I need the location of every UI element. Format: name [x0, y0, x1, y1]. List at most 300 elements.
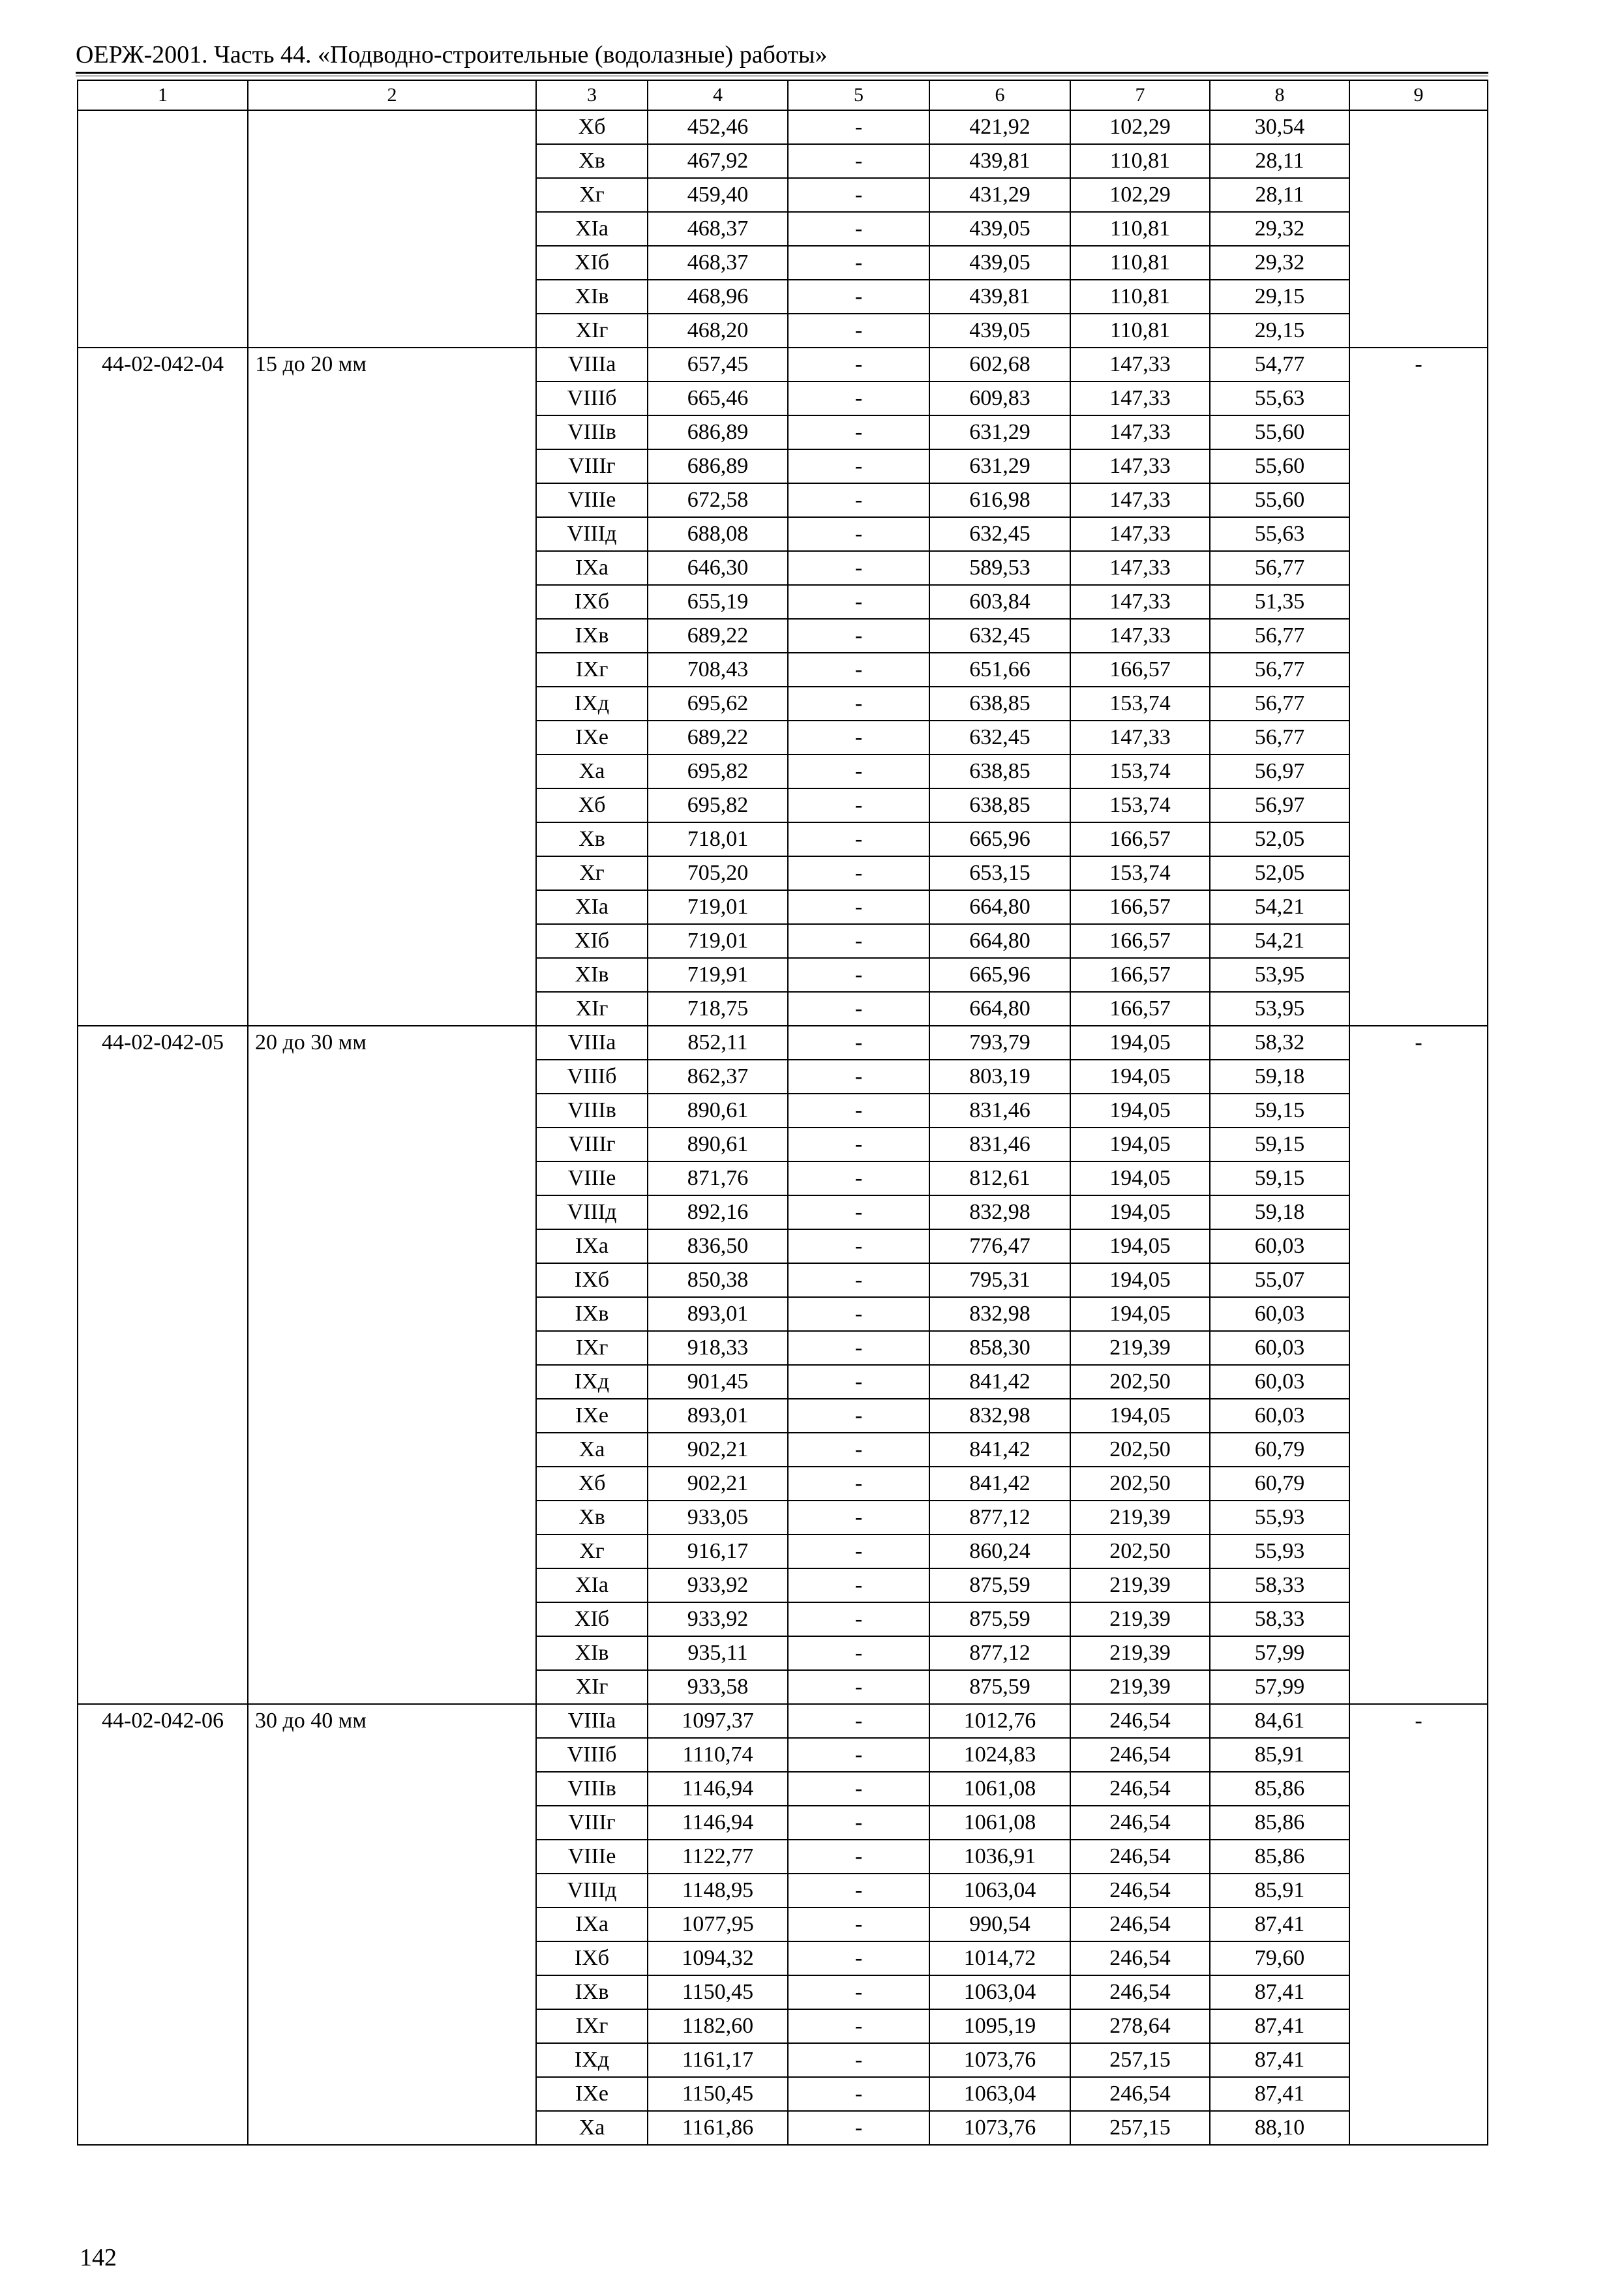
table-cell: IXг: [536, 653, 648, 687]
table-cell: 688,08: [648, 517, 788, 551]
table-cell: Xа: [536, 755, 648, 788]
table-cell: 110,81: [1070, 212, 1210, 246]
table-cell: 841,42: [929, 1433, 1070, 1467]
table-cell: -: [788, 449, 929, 483]
table-cell: 1014,72: [929, 1941, 1070, 1975]
table-cell: 87,41: [1210, 1975, 1349, 2009]
table-cell: 1150,45: [648, 1975, 788, 2009]
table-cell: 695,82: [648, 788, 788, 822]
table-cell: IXв: [536, 619, 648, 653]
table-cell: -: [788, 653, 929, 687]
table-cell: 439,05: [929, 246, 1070, 280]
table-cell: 812,61: [929, 1161, 1070, 1195]
table-cell: VIIIб: [536, 382, 648, 415]
table-cell: -: [788, 1738, 929, 1772]
column-header: 9: [1349, 80, 1488, 110]
table-cell: IXг: [536, 1331, 648, 1365]
table-cell: 832,98: [929, 1297, 1070, 1331]
table-cell: -: [788, 1128, 929, 1161]
table-cell: -: [788, 1874, 929, 1908]
table-cell: -: [788, 415, 929, 449]
table-cell: 29,15: [1210, 280, 1349, 314]
table-cell: 862,37: [648, 1060, 788, 1094]
table-cell: -: [788, 1263, 929, 1297]
table-cell: 54,77: [1210, 348, 1349, 382]
table-cell: 60,03: [1210, 1365, 1349, 1399]
table-cell: 602,68: [929, 348, 1070, 382]
thickness-range-cell: 15 до 20 мм: [248, 348, 536, 1026]
table-cell: -: [788, 1908, 929, 1941]
table-cell: 933,05: [648, 1501, 788, 1534]
rate-code-cell: [78, 110, 248, 348]
table-cell: 718,75: [648, 992, 788, 1026]
table-cell: 632,45: [929, 619, 1070, 653]
table-cell: 166,57: [1070, 822, 1210, 856]
table-cell: 194,05: [1070, 1263, 1210, 1297]
table-cell: 1063,04: [929, 2077, 1070, 2111]
column-number-row: [78, 80, 1488, 110]
table-cell: -: [788, 1704, 929, 1738]
table-cell: XIб: [536, 1602, 648, 1636]
table-cell: -: [788, 2111, 929, 2145]
table-cell: 56,77: [1210, 619, 1349, 653]
column-9-cell: [1349, 110, 1488, 348]
table-cell: 246,54: [1070, 1908, 1210, 1941]
table-cell: -: [788, 382, 929, 415]
table-cell: Xг: [536, 178, 648, 212]
table-cell: 890,61: [648, 1128, 788, 1161]
table-cell: 219,39: [1070, 1331, 1210, 1365]
table-cell: 875,59: [929, 1670, 1070, 1704]
table-cell: 901,45: [648, 1365, 788, 1399]
table-cell: IXе: [536, 721, 648, 755]
table-cell: VIIIб: [536, 1738, 648, 1772]
table-row: [78, 348, 1488, 382]
table-cell: 166,57: [1070, 992, 1210, 1026]
table-cell: 877,12: [929, 1501, 1070, 1534]
table-cell: -: [788, 178, 929, 212]
table-cell: 51,35: [1210, 585, 1349, 619]
table-cell: XIв: [536, 958, 648, 992]
table-cell: 638,85: [929, 755, 1070, 788]
page-number: 142: [80, 2244, 117, 2271]
table-cell: -: [788, 517, 929, 551]
table-cell: 1182,60: [648, 2009, 788, 2043]
table-cell: 147,33: [1070, 449, 1210, 483]
table-cell: 875,59: [929, 1602, 1070, 1636]
table-cell: 88,10: [1210, 2111, 1349, 2145]
table-cell: VIIIд: [536, 517, 648, 551]
table-cell: 616,98: [929, 483, 1070, 517]
table-cell: Xв: [536, 144, 648, 178]
column-header: 1: [78, 80, 248, 110]
table-cell: 85,86: [1210, 1772, 1349, 1806]
table-cell: -: [788, 1297, 929, 1331]
table-cell: 803,19: [929, 1060, 1070, 1094]
table-cell: 468,96: [648, 280, 788, 314]
table-cell: 246,54: [1070, 1806, 1210, 1840]
table-cell: 665,96: [929, 958, 1070, 992]
table-cell: 1077,95: [648, 1908, 788, 1941]
table-cell: 166,57: [1070, 653, 1210, 687]
table-cell: 832,98: [929, 1399, 1070, 1433]
table-cell: XIг: [536, 992, 648, 1026]
table-cell: 831,46: [929, 1094, 1070, 1128]
table-cell: 55,63: [1210, 382, 1349, 415]
table-cell: -: [788, 1433, 929, 1467]
table-cell: -: [788, 212, 929, 246]
table-cell: 194,05: [1070, 1128, 1210, 1161]
table-cell: 646,30: [648, 551, 788, 585]
table-cell: 893,01: [648, 1399, 788, 1433]
table-cell: -: [788, 144, 929, 178]
table-cell: XIб: [536, 924, 648, 958]
table-cell: 56,77: [1210, 687, 1349, 721]
table-cell: 705,20: [648, 856, 788, 890]
table-cell: IXб: [536, 1941, 648, 1975]
table-cell: 890,61: [648, 1094, 788, 1128]
table-cell: 708,43: [648, 653, 788, 687]
table-cell: 935,11: [648, 1636, 788, 1670]
table-cell: 990,54: [929, 1908, 1070, 1941]
table-cell: 439,05: [929, 212, 1070, 246]
table-cell: -: [788, 856, 929, 890]
table-cell: 60,79: [1210, 1467, 1349, 1501]
table-cell: 53,95: [1210, 992, 1349, 1026]
table-cell: 84,61: [1210, 1704, 1349, 1738]
table-cell: 631,29: [929, 415, 1070, 449]
thickness-range-cell: 20 до 30 мм: [248, 1026, 536, 1704]
table-row: [78, 110, 1488, 144]
table-row: [78, 1704, 1488, 1738]
table-cell: 278,64: [1070, 2009, 1210, 2043]
table-cell: -: [788, 687, 929, 721]
table-cell: 59,18: [1210, 1060, 1349, 1094]
table-cell: -: [788, 1229, 929, 1263]
table-cell: 841,42: [929, 1467, 1070, 1501]
table-cell: -: [788, 1568, 929, 1602]
table-cell: 860,24: [929, 1534, 1070, 1568]
table-cell: -: [788, 551, 929, 585]
table-cell: IXа: [536, 551, 648, 585]
column-header: 2: [248, 80, 536, 110]
table-cell: VIIIа: [536, 348, 648, 382]
table-cell: 166,57: [1070, 958, 1210, 992]
table-cell: 858,30: [929, 1331, 1070, 1365]
table-cell: 60,03: [1210, 1229, 1349, 1263]
table-cell: 632,45: [929, 721, 1070, 755]
table-cell: IXд: [536, 2043, 648, 2077]
table-cell: -: [788, 924, 929, 958]
table-cell: 1150,45: [648, 2077, 788, 2111]
table-cell: 55,60: [1210, 483, 1349, 517]
table-cell: IXв: [536, 1297, 648, 1331]
table-cell: VIIIа: [536, 1704, 648, 1738]
table-cell: 110,81: [1070, 280, 1210, 314]
table-cell: 892,16: [648, 1195, 788, 1229]
table-cell: 57,99: [1210, 1670, 1349, 1704]
table-cell: 651,66: [929, 653, 1070, 687]
table-cell: 60,03: [1210, 1399, 1349, 1433]
table-cell: 918,33: [648, 1331, 788, 1365]
table-cell: 55,63: [1210, 517, 1349, 551]
table-cell: IXб: [536, 585, 648, 619]
table-cell: -: [788, 1094, 929, 1128]
table-cell: 468,37: [648, 246, 788, 280]
table-cell: 79,60: [1210, 1941, 1349, 1975]
table-cell: 147,33: [1070, 721, 1210, 755]
table-cell: XIв: [536, 280, 648, 314]
rates-table-body: [78, 80, 1488, 2145]
table-cell: VIIIе: [536, 483, 648, 517]
table-cell: 1024,83: [929, 1738, 1070, 1772]
table-cell: 55,60: [1210, 415, 1349, 449]
table-cell: 664,80: [929, 924, 1070, 958]
table-cell: 147,33: [1070, 585, 1210, 619]
table-cell: XIб: [536, 246, 648, 280]
table-cell: 29,15: [1210, 314, 1349, 348]
table-cell: 147,33: [1070, 348, 1210, 382]
table-cell: 52,05: [1210, 822, 1349, 856]
table-cell: 219,39: [1070, 1501, 1210, 1534]
table-cell: -: [788, 483, 929, 517]
table-cell: 609,83: [929, 382, 1070, 415]
table-cell: IXб: [536, 1263, 648, 1297]
table-cell: -: [788, 992, 929, 1026]
table-cell: 194,05: [1070, 1060, 1210, 1094]
table-cell: 54,21: [1210, 924, 1349, 958]
table-cell: 875,59: [929, 1568, 1070, 1602]
table-cell: -: [788, 1501, 929, 1534]
table-cell: 147,33: [1070, 415, 1210, 449]
table-cell: -: [788, 1840, 929, 1874]
table-cell: 110,81: [1070, 246, 1210, 280]
table-cell: 153,74: [1070, 788, 1210, 822]
table-cell: 194,05: [1070, 1161, 1210, 1195]
table-cell: 852,11: [648, 1026, 788, 1060]
table-cell: 632,45: [929, 517, 1070, 551]
table-cell: 589,53: [929, 551, 1070, 585]
table-cell: -: [788, 280, 929, 314]
table-cell: VIIIв: [536, 1772, 648, 1806]
table-cell: Xв: [536, 1501, 648, 1534]
table-cell: -: [788, 1636, 929, 1670]
table-cell: 793,79: [929, 1026, 1070, 1060]
table-cell: XIа: [536, 890, 648, 924]
column-header: 8: [1210, 80, 1349, 110]
table-cell: 87,41: [1210, 2009, 1349, 2043]
table-cell: 219,39: [1070, 1670, 1210, 1704]
table-cell: 246,54: [1070, 1704, 1210, 1738]
table-cell: XIг: [536, 1670, 648, 1704]
thickness-range-cell: [248, 110, 536, 348]
table-cell: -: [788, 958, 929, 992]
table-cell: 719,01: [648, 924, 788, 958]
table-cell: 56,77: [1210, 551, 1349, 585]
table-cell: 102,29: [1070, 110, 1210, 144]
table-cell: 60,03: [1210, 1331, 1349, 1365]
table-cell: 202,50: [1070, 1467, 1210, 1501]
table-cell: 1036,91: [929, 1840, 1070, 1874]
table-cell: XIв: [536, 1636, 648, 1670]
table-cell: 57,99: [1210, 1636, 1349, 1670]
table-cell: XIа: [536, 212, 648, 246]
table-cell: 153,74: [1070, 687, 1210, 721]
table-cell: 719,91: [648, 958, 788, 992]
table-cell: 1094,32: [648, 1941, 788, 1975]
table-cell: 902,21: [648, 1467, 788, 1501]
table-cell: 1148,95: [648, 1874, 788, 1908]
running-header: ОЕРЖ-2001. Часть 44. «Подводно-строительные (водолазные) работы»: [76, 41, 828, 68]
table-cell: 1122,77: [648, 1840, 788, 1874]
table-cell: -: [788, 1534, 929, 1568]
table-cell: VIIIе: [536, 1161, 648, 1195]
table-cell: 695,82: [648, 755, 788, 788]
table-cell: IXд: [536, 1365, 648, 1399]
table-cell: 689,22: [648, 721, 788, 755]
table-cell: 58,33: [1210, 1568, 1349, 1602]
table-cell: -: [788, 2077, 929, 2111]
table-cell: 246,54: [1070, 2077, 1210, 2111]
table-cell: -: [788, 348, 929, 382]
table-cell: XIа: [536, 1568, 648, 1602]
column-header: 6: [929, 80, 1070, 110]
table-cell: 56,77: [1210, 653, 1349, 687]
table-cell: 85,86: [1210, 1806, 1349, 1840]
table-cell: 202,50: [1070, 1365, 1210, 1399]
table-cell: -: [788, 619, 929, 653]
table-cell: -: [788, 314, 929, 348]
table-cell: 54,21: [1210, 890, 1349, 924]
table-cell: 893,01: [648, 1297, 788, 1331]
table-cell: 877,12: [929, 1636, 1070, 1670]
table-cell: -: [788, 755, 929, 788]
table-cell: -: [788, 822, 929, 856]
table-cell: 1012,76: [929, 1704, 1070, 1738]
table-cell: 56,97: [1210, 755, 1349, 788]
table-cell: 56,77: [1210, 721, 1349, 755]
table-cell: 421,92: [929, 110, 1070, 144]
table-cell: 194,05: [1070, 1026, 1210, 1060]
table-cell: 689,22: [648, 619, 788, 653]
table-cell: XIг: [536, 314, 648, 348]
table-cell: 194,05: [1070, 1195, 1210, 1229]
table-cell: 439,05: [929, 314, 1070, 348]
table-cell: 832,98: [929, 1195, 1070, 1229]
table-cell: Xб: [536, 1467, 648, 1501]
table-cell: 166,57: [1070, 924, 1210, 958]
table-cell: VIIIа: [536, 1026, 648, 1060]
table-cell: 257,15: [1070, 2111, 1210, 2145]
table-cell: 87,41: [1210, 2043, 1349, 2077]
table-cell: -: [788, 721, 929, 755]
table-cell: VIIIв: [536, 1094, 648, 1128]
table-cell: 664,80: [929, 890, 1070, 924]
table-cell: 638,85: [929, 687, 1070, 721]
table-cell: 53,95: [1210, 958, 1349, 992]
table-cell: IXа: [536, 1229, 648, 1263]
rate-code-cell: 44-02-042-04: [78, 348, 248, 1026]
table-cell: 686,89: [648, 415, 788, 449]
table-cell: 87,41: [1210, 1908, 1349, 1941]
table-cell: 431,29: [929, 178, 1070, 212]
table-cell: 30,54: [1210, 110, 1349, 144]
table-cell: -: [788, 1026, 929, 1060]
table-cell: 1073,76: [929, 2111, 1070, 2145]
table-cell: -: [788, 1806, 929, 1840]
table-cell: 439,81: [929, 280, 1070, 314]
table-cell: Xб: [536, 788, 648, 822]
table-cell: VIIIв: [536, 415, 648, 449]
thickness-range-cell: 30 до 40 мм: [248, 1704, 536, 2145]
rate-code-cell: 44-02-042-06: [78, 1704, 248, 2145]
table-cell: 219,39: [1070, 1602, 1210, 1636]
table-cell: 831,46: [929, 1128, 1070, 1161]
table-cell: -: [788, 1941, 929, 1975]
table-cell: 219,39: [1070, 1636, 1210, 1670]
table-cell: 102,29: [1070, 178, 1210, 212]
table-cell: 202,50: [1070, 1433, 1210, 1467]
table-cell: 933,92: [648, 1602, 788, 1636]
table-cell: 1061,08: [929, 1772, 1070, 1806]
rate-code-cell: 44-02-042-05: [78, 1026, 248, 1704]
table-cell: 686,89: [648, 449, 788, 483]
table-cell: 147,33: [1070, 619, 1210, 653]
table-cell: Xг: [536, 856, 648, 890]
table-cell: 110,81: [1070, 144, 1210, 178]
column-header: 7: [1070, 80, 1210, 110]
table-cell: -: [788, 1365, 929, 1399]
table-cell: 1061,08: [929, 1806, 1070, 1840]
table-cell: 795,31: [929, 1263, 1070, 1297]
table-cell: 1146,94: [648, 1806, 788, 1840]
table-cell: -: [788, 246, 929, 280]
table-cell: 1073,76: [929, 2043, 1070, 2077]
table-cell: 257,15: [1070, 2043, 1210, 2077]
table-cell: IXа: [536, 1908, 648, 1941]
table-cell: VIIIе: [536, 1840, 648, 1874]
table-cell: 52,05: [1210, 856, 1349, 890]
table-cell: 60,03: [1210, 1297, 1349, 1331]
table-cell: 933,58: [648, 1670, 788, 1704]
table-cell: 1110,74: [648, 1738, 788, 1772]
table-cell: VIIIд: [536, 1874, 648, 1908]
table-cell: 836,50: [648, 1229, 788, 1263]
table-cell: 246,54: [1070, 1772, 1210, 1806]
table-cell: 655,19: [648, 585, 788, 619]
table-cell: Xб: [536, 110, 648, 144]
table-cell: Xв: [536, 822, 648, 856]
table-cell: 85,86: [1210, 1840, 1349, 1874]
table-cell: IXе: [536, 1399, 648, 1433]
table-cell: -: [788, 1331, 929, 1365]
table-cell: VIIIб: [536, 1060, 648, 1094]
table-cell: 55,60: [1210, 449, 1349, 483]
table-cell: IXв: [536, 1975, 648, 2009]
table-cell: 147,33: [1070, 382, 1210, 415]
table-cell: Xг: [536, 1534, 648, 1568]
table-cell: 147,33: [1070, 551, 1210, 585]
table-cell: 653,15: [929, 856, 1070, 890]
column-header: 5: [788, 80, 929, 110]
table-cell: 665,96: [929, 822, 1070, 856]
table-row: [78, 1026, 1488, 1060]
table-cell: -: [788, 890, 929, 924]
table-cell: 246,54: [1070, 1738, 1210, 1772]
table-cell: 246,54: [1070, 1941, 1210, 1975]
column-header: 4: [648, 80, 788, 110]
table-cell: 147,33: [1070, 483, 1210, 517]
